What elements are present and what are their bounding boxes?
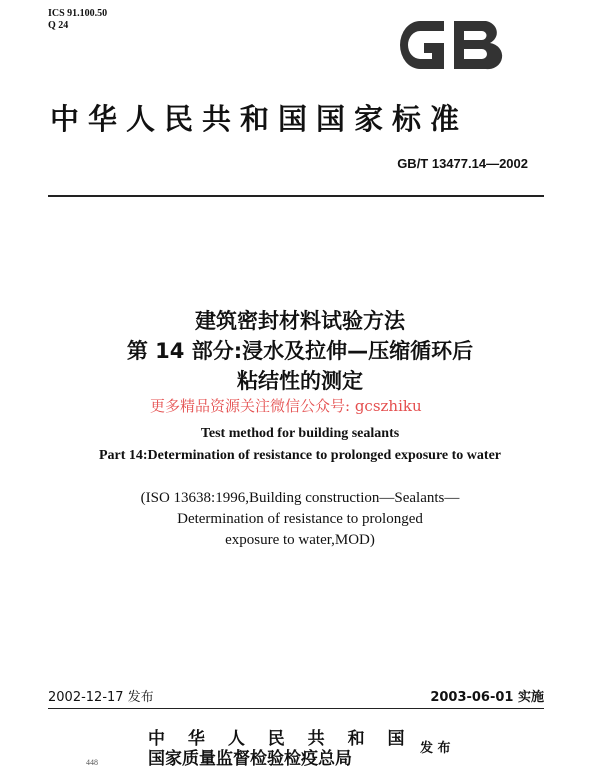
issue-date: 2002-12-17 发布 — [48, 690, 154, 705]
gb-logo — [398, 15, 506, 75]
issuer-line2: 国家质量监督检验检疫总局 — [148, 749, 352, 769]
iso-ref-line1: (ISO 13638:1996,Building construction—Sealants— — [140, 490, 460, 506]
iso-ref-line3: exposure to water,MOD) — [225, 532, 375, 548]
national-standard-heading: 中华人民共和国国家标准 — [50, 102, 469, 136]
ics-code — [48, 8, 107, 32]
iso-ref-line2: Determination of resistance to prolonged — [177, 511, 423, 527]
title-en-line2: Part 14:Determination of resistance to prolonged exposure to water — [98, 448, 502, 463]
watermark: 更多精品资源关注微信公众号: gcszhiku — [150, 397, 422, 415]
footer-divider — [48, 708, 544, 709]
standard-number: GB/T 13477.14—2002 — [397, 156, 528, 171]
divider — [48, 195, 544, 197]
issuer-line1: 中 华 人 民 共 和 国 — [148, 729, 405, 749]
issued-label: 发 布 — [420, 741, 451, 756]
class-code: Q 24 — [48, 20, 69, 31]
ics-number: ICS 91.100.50 — [48, 8, 108, 19]
page-number: 448 — [86, 758, 98, 767]
title-zh-line2: 第 14 部分:浸水及拉伸—压缩循环后 — [126, 339, 474, 363]
title-zh-line3: 粘结性的测定 — [237, 369, 363, 393]
title-en-line1: Test method for building sealants — [200, 426, 400, 441]
title-zh-line1: 建筑密封材料试验方法 — [195, 309, 405, 333]
implementation-date: 2003-06-01 实施 — [430, 690, 544, 705]
